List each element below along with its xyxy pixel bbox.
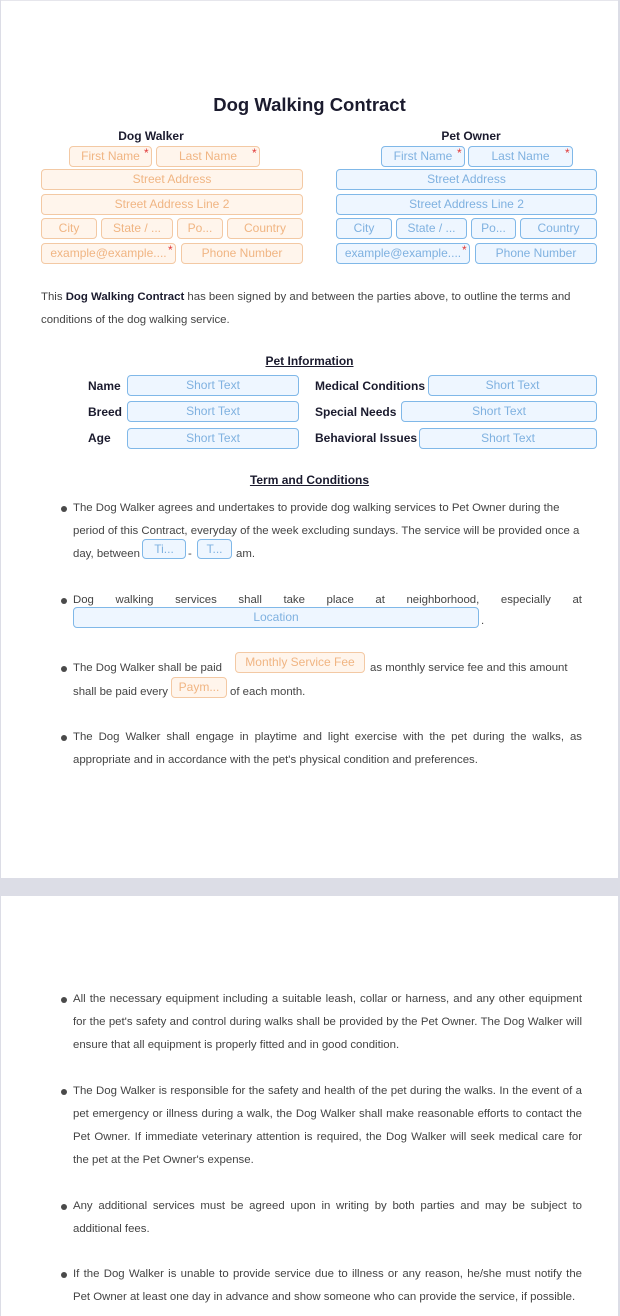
start-time-field[interactable]: Ti... (142, 539, 186, 559)
owner-city-field[interactable]: City (336, 218, 392, 239)
time-dash: - (188, 548, 192, 560)
walker-street-address-2-field[interactable]: Street Address Line 2 (41, 194, 303, 215)
term-3-text-post: as monthly service fee and this amount (370, 662, 568, 674)
bullet-icon (61, 735, 67, 741)
location-field[interactable]: Location (73, 607, 479, 628)
terms-heading: Term and Conditions (249, 473, 370, 487)
pet-information-heading: Pet Information (265, 354, 354, 368)
term-6-text: The Dog Walker is responsible for the safety and health of the pet during the walks. In the event of a pet emergency or illness during a walk, the Dog Walker shall make reasonable efforts to contact the Pet Owner. If immediate veterinary attention is required, the Dog Walker will seek medical care for the pet at the Pet Owner's expense. (73, 1085, 582, 1166)
bullet-icon (61, 1204, 67, 1210)
dog-walker-label: Dog Walker (118, 129, 184, 143)
required-marker: * (565, 146, 570, 160)
term-3-text-pre: The Dog Walker shall be paid (73, 662, 222, 674)
walker-email-field[interactable]: example@example.... (41, 243, 176, 264)
intro-paragraph: This Dog Walking Contract has been signed by and between the parties above, to outline the terms and conditions of the dog walking service. (41, 291, 571, 326)
bullet-icon (61, 506, 67, 512)
owner-phone-field[interactable]: Phone Number (475, 243, 597, 264)
document-page-1 (1, 0, 618, 878)
term-1-line-1: The Dog Walker agrees and undertakes to provide dog walking services to Pet Owner during the (73, 502, 560, 514)
bullet-icon (61, 598, 67, 604)
age-label: Age (88, 431, 111, 445)
breed-label: Breed (88, 405, 123, 419)
behavioral-issues-label: Behavioral Issues (315, 431, 418, 445)
term-1-day-between: day, between (73, 548, 140, 560)
owner-first-name-field[interactable]: First Name (381, 146, 465, 167)
bullet-icon (61, 997, 67, 1003)
special-needs-label: Special Needs (315, 405, 397, 419)
term-3-line-2-post: of each month. (230, 686, 306, 698)
contract-name: Dog Walking Contract (65, 291, 185, 303)
walker-postal-field[interactable]: Po... (177, 218, 223, 239)
term-5-text: All the necessary equipment including a suitable leash, collar or harness, and any other equipment for the pet's safety and control during walks shall be provided by the Pet Owner. The Dog Walker will ensure that all equipment is properly fitted and in good condition. (73, 993, 582, 1051)
term-1-am: am. (236, 548, 255, 560)
term-2-line-1: Dog walking services shall take place at neighborhood, especially at (73, 594, 582, 606)
behavioral-issues-field[interactable]: Short Text (419, 428, 597, 449)
term-3-line-2-pre: shall be paid every (73, 686, 168, 698)
owner-street-address-field[interactable]: Street Address (336, 169, 597, 190)
breed-field[interactable]: Short Text (127, 401, 299, 422)
medical-conditions-label: Medical Conditions (315, 379, 426, 393)
walker-city-field[interactable]: City (41, 218, 97, 239)
term-7-text: Any additional services must be agreed upon in writing by both parties and may be subject to additional fees. (73, 1200, 582, 1235)
walker-street-address-field[interactable]: Street Address (41, 169, 303, 190)
term-4-text: The Dog Walker shall engage in playtime and light exercise with the pet during the walks, as appropriate and in accordance with the pet's physical condition and preferences. (73, 731, 582, 766)
owner-country-field[interactable]: Country (520, 218, 597, 239)
walker-phone-field[interactable]: Phone Number (181, 243, 303, 264)
medical-conditions-field[interactable]: Short Text (428, 375, 597, 396)
owner-street-address-2-field[interactable]: Street Address Line 2 (336, 194, 597, 215)
term-1-line-2: period of this Contract, everyday of the week excluding sundays. The service will be provided once a (73, 525, 580, 537)
monthly-service-fee-field[interactable]: Monthly Service Fee (235, 652, 365, 673)
walker-state-field[interactable]: State / ... (101, 218, 173, 239)
required-marker: * (144, 146, 149, 160)
pet-owner-label: Pet Owner (441, 129, 501, 143)
document-title: Dog Walking Contract (213, 94, 406, 115)
document-page-2 (1, 896, 618, 1316)
payment-day-field[interactable]: Paym... (171, 677, 227, 698)
required-marker: * (462, 243, 467, 257)
owner-state-field[interactable]: State / ... (396, 218, 467, 239)
pet-name-field[interactable]: Short Text (127, 375, 299, 396)
required-marker: * (168, 243, 173, 257)
bullet-icon (61, 1272, 67, 1278)
bullet-icon (61, 666, 67, 672)
owner-postal-field[interactable]: Po... (471, 218, 516, 239)
required-marker: * (252, 146, 257, 160)
age-field[interactable]: Short Text (127, 428, 299, 449)
term-2-period: . (481, 615, 485, 627)
walker-last-name-field[interactable]: Last Name (156, 146, 260, 167)
walker-country-field[interactable]: Country (227, 218, 303, 239)
special-needs-field[interactable]: Short Text (401, 401, 597, 422)
walker-first-name-field[interactable]: First Name (69, 146, 152, 167)
owner-email-field[interactable]: example@example.... (336, 243, 470, 264)
end-time-field[interactable]: T... (197, 539, 232, 559)
pet-name-label: Name (88, 379, 121, 393)
term-8-text: If the Dog Walker is unable to provide service due to illness or any reason, he/she must notify the Pet Owner at least one day in advance and show someone who can provide the service, if possible. (73, 1268, 582, 1303)
bullet-icon (61, 1089, 67, 1095)
owner-last-name-field[interactable]: Last Name (468, 146, 573, 167)
required-marker: * (457, 146, 462, 160)
